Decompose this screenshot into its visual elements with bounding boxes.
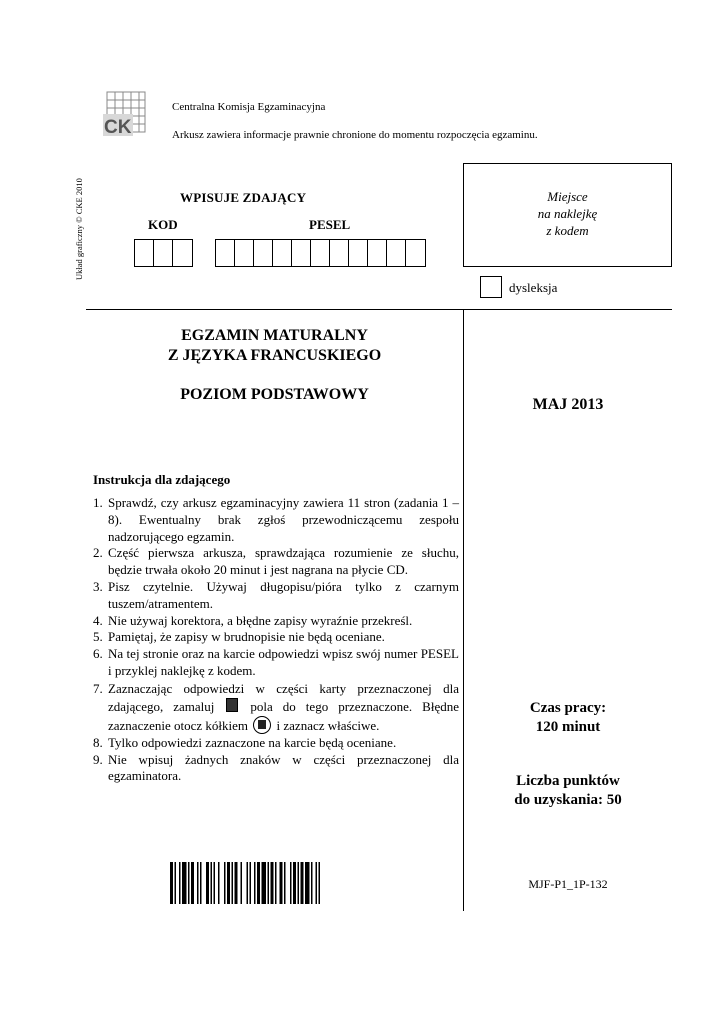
pesel-cell[interactable] <box>273 240 292 266</box>
barcode-bar <box>211 862 213 904</box>
instruction-item: 9. Nie wpisuj żadnych znaków w części przeznaczonej dla egzaminatora. <box>93 751 459 784</box>
time-label: Czas pracy: <box>529 700 607 716</box>
copyright-note: Układ graficzny © CKE 2010 <box>74 178 84 280</box>
pesel-cell[interactable] <box>254 240 273 266</box>
barcode-bar <box>254 862 256 904</box>
pesel-cell[interactable] <box>387 240 406 266</box>
instruction-item: 6. Na tej stronie oraz na karcie odpowiedzi wpisz swój numer PESEL i przyklej naklejkę z kodem. <box>93 646 459 678</box>
barcode-bar <box>247 862 249 904</box>
barcode-bar <box>271 862 274 904</box>
kod-cell[interactable] <box>173 240 192 266</box>
barcode-bar <box>290 862 292 904</box>
instruction-item: 8. Tylko odpowiedzi zaznaczone na karcie będą oceniane. <box>93 734 397 750</box>
pesel-cell[interactable] <box>311 240 330 266</box>
barcode-bar <box>227 862 230 904</box>
cke-logo <box>103 90 149 142</box>
exam-title: EGZAMIN MATURALNY <box>181 327 368 344</box>
barcode-bar <box>218 862 220 904</box>
pesel-label: PESEL <box>309 217 351 232</box>
barcode-bar <box>191 862 194 904</box>
pesel-cell[interactable] <box>368 240 387 266</box>
instruction-item: 1. Sprawdź, czy arkusz egzaminacyjny zawiera 11 stron (zadania 1 – 8). Ewentualny brak zgłoś przewodniczącemu zespołu nadzorującego egzamin. <box>93 495 459 544</box>
barcode <box>170 862 380 904</box>
dyslexia-label: dysleksja <box>509 280 558 295</box>
barcode-bar <box>319 862 321 904</box>
pesel-cell[interactable] <box>349 240 368 266</box>
exam-subject: Z JĘZYKA FRANCUSKIEGO <box>167 347 382 364</box>
pesel-cell[interactable] <box>235 240 254 266</box>
barcode-bar <box>224 862 226 904</box>
exam-level: POZIOM PODSTAWOWY <box>180 386 369 403</box>
confidentiality-notice: Arkusz zawiera informacje prawnie chronione do momentu rozpoczęcia egzaminu. <box>172 129 538 141</box>
dyslexia-checkbox[interactable] <box>480 276 502 298</box>
instructions-list <box>93 495 459 785</box>
barcode-bar <box>262 862 267 904</box>
svg-text:CK: CK <box>104 117 132 138</box>
filled-square-icon <box>226 698 238 712</box>
pesel-cell[interactable] <box>216 240 235 266</box>
barcode-bar <box>232 862 234 904</box>
kod-label: KOD <box>148 217 178 232</box>
barcode-bar <box>305 862 310 904</box>
barcode-bar <box>214 862 216 904</box>
points-value: do uzyskania: 50 <box>514 792 622 808</box>
barcode-bar <box>293 862 296 904</box>
barcode-bar <box>179 862 181 904</box>
pesel-field[interactable] <box>215 239 426 267</box>
barcode-bar <box>200 862 202 904</box>
sticker-placeholder <box>463 163 672 267</box>
barcode-bar <box>275 862 277 904</box>
circled-square-icon <box>253 716 271 734</box>
barcode-bar <box>311 862 313 904</box>
barcode-bar <box>235 862 238 904</box>
barcode-bar <box>241 862 243 904</box>
barcode-bar <box>298 862 300 904</box>
instruction-item: 3. Pisz czytelnie. Używaj długopisu/pióra tylko z czarnym tuszem/atramentem. <box>93 578 459 611</box>
kod-field[interactable] <box>134 239 193 267</box>
barcode-bar <box>301 862 304 904</box>
pesel-cell[interactable] <box>406 240 425 266</box>
points-label: Liczba punktów <box>516 773 620 789</box>
barcode-bar <box>316 862 318 904</box>
barcode-bar <box>188 862 190 904</box>
candidate-heading: WPISUJE ZDAJĄCY <box>180 190 307 205</box>
exam-date: MAJ 2013 <box>532 396 604 413</box>
instruction-item: 5. Pamiętaj, że zapisy w brudnopisie nie będą oceniane. <box>93 629 385 645</box>
barcode-bar <box>284 862 286 904</box>
kod-cell[interactable] <box>135 240 154 266</box>
barcode-bar <box>182 862 187 904</box>
institution-name: Centralna Komisja Egzaminacyjna <box>172 101 326 113</box>
instructions-title: Instrukcja dla zdającego <box>93 472 231 487</box>
barcode-bar <box>268 862 270 904</box>
barcode-bar <box>197 862 199 904</box>
instruction-item: 2. Część pierwsza arkusza, sprawdzająca rozumienie ze słuchu, będzie trwała około 20 minut i jest nagrana na płycie CD. <box>93 545 459 578</box>
instruction-item: 4. Nie używaj korektora, a błędne zapisy wyraźnie przekreśl. <box>93 612 413 628</box>
barcode-bar <box>280 862 283 904</box>
exam-code: MJF-P1_1P-132 <box>528 877 608 891</box>
pesel-cell[interactable] <box>330 240 349 266</box>
instruction-item: 7. Zaznaczając odpowiedzi w części karty przeznaczonej dla zdającego, zamaluj pola do tego przeznaczone. Błędne zaznaczenie otocz kółkiem i zaznacz właściwe. <box>93 680 460 733</box>
barcode-bar <box>257 862 260 904</box>
horizontal-divider <box>86 309 672 310</box>
sticker-line-1: Miejsce <box>547 189 588 204</box>
barcode-bar <box>250 862 252 904</box>
barcode-bar <box>170 862 173 904</box>
sticker-line-3: z kodem <box>546 223 589 238</box>
sticker-line-2: na naklejkę <box>537 206 598 221</box>
barcode-bar <box>175 862 177 904</box>
time-value: 120 minut <box>535 719 601 735</box>
pesel-cell[interactable] <box>292 240 311 266</box>
barcode-bar <box>206 862 209 904</box>
kod-cell[interactable] <box>154 240 173 266</box>
